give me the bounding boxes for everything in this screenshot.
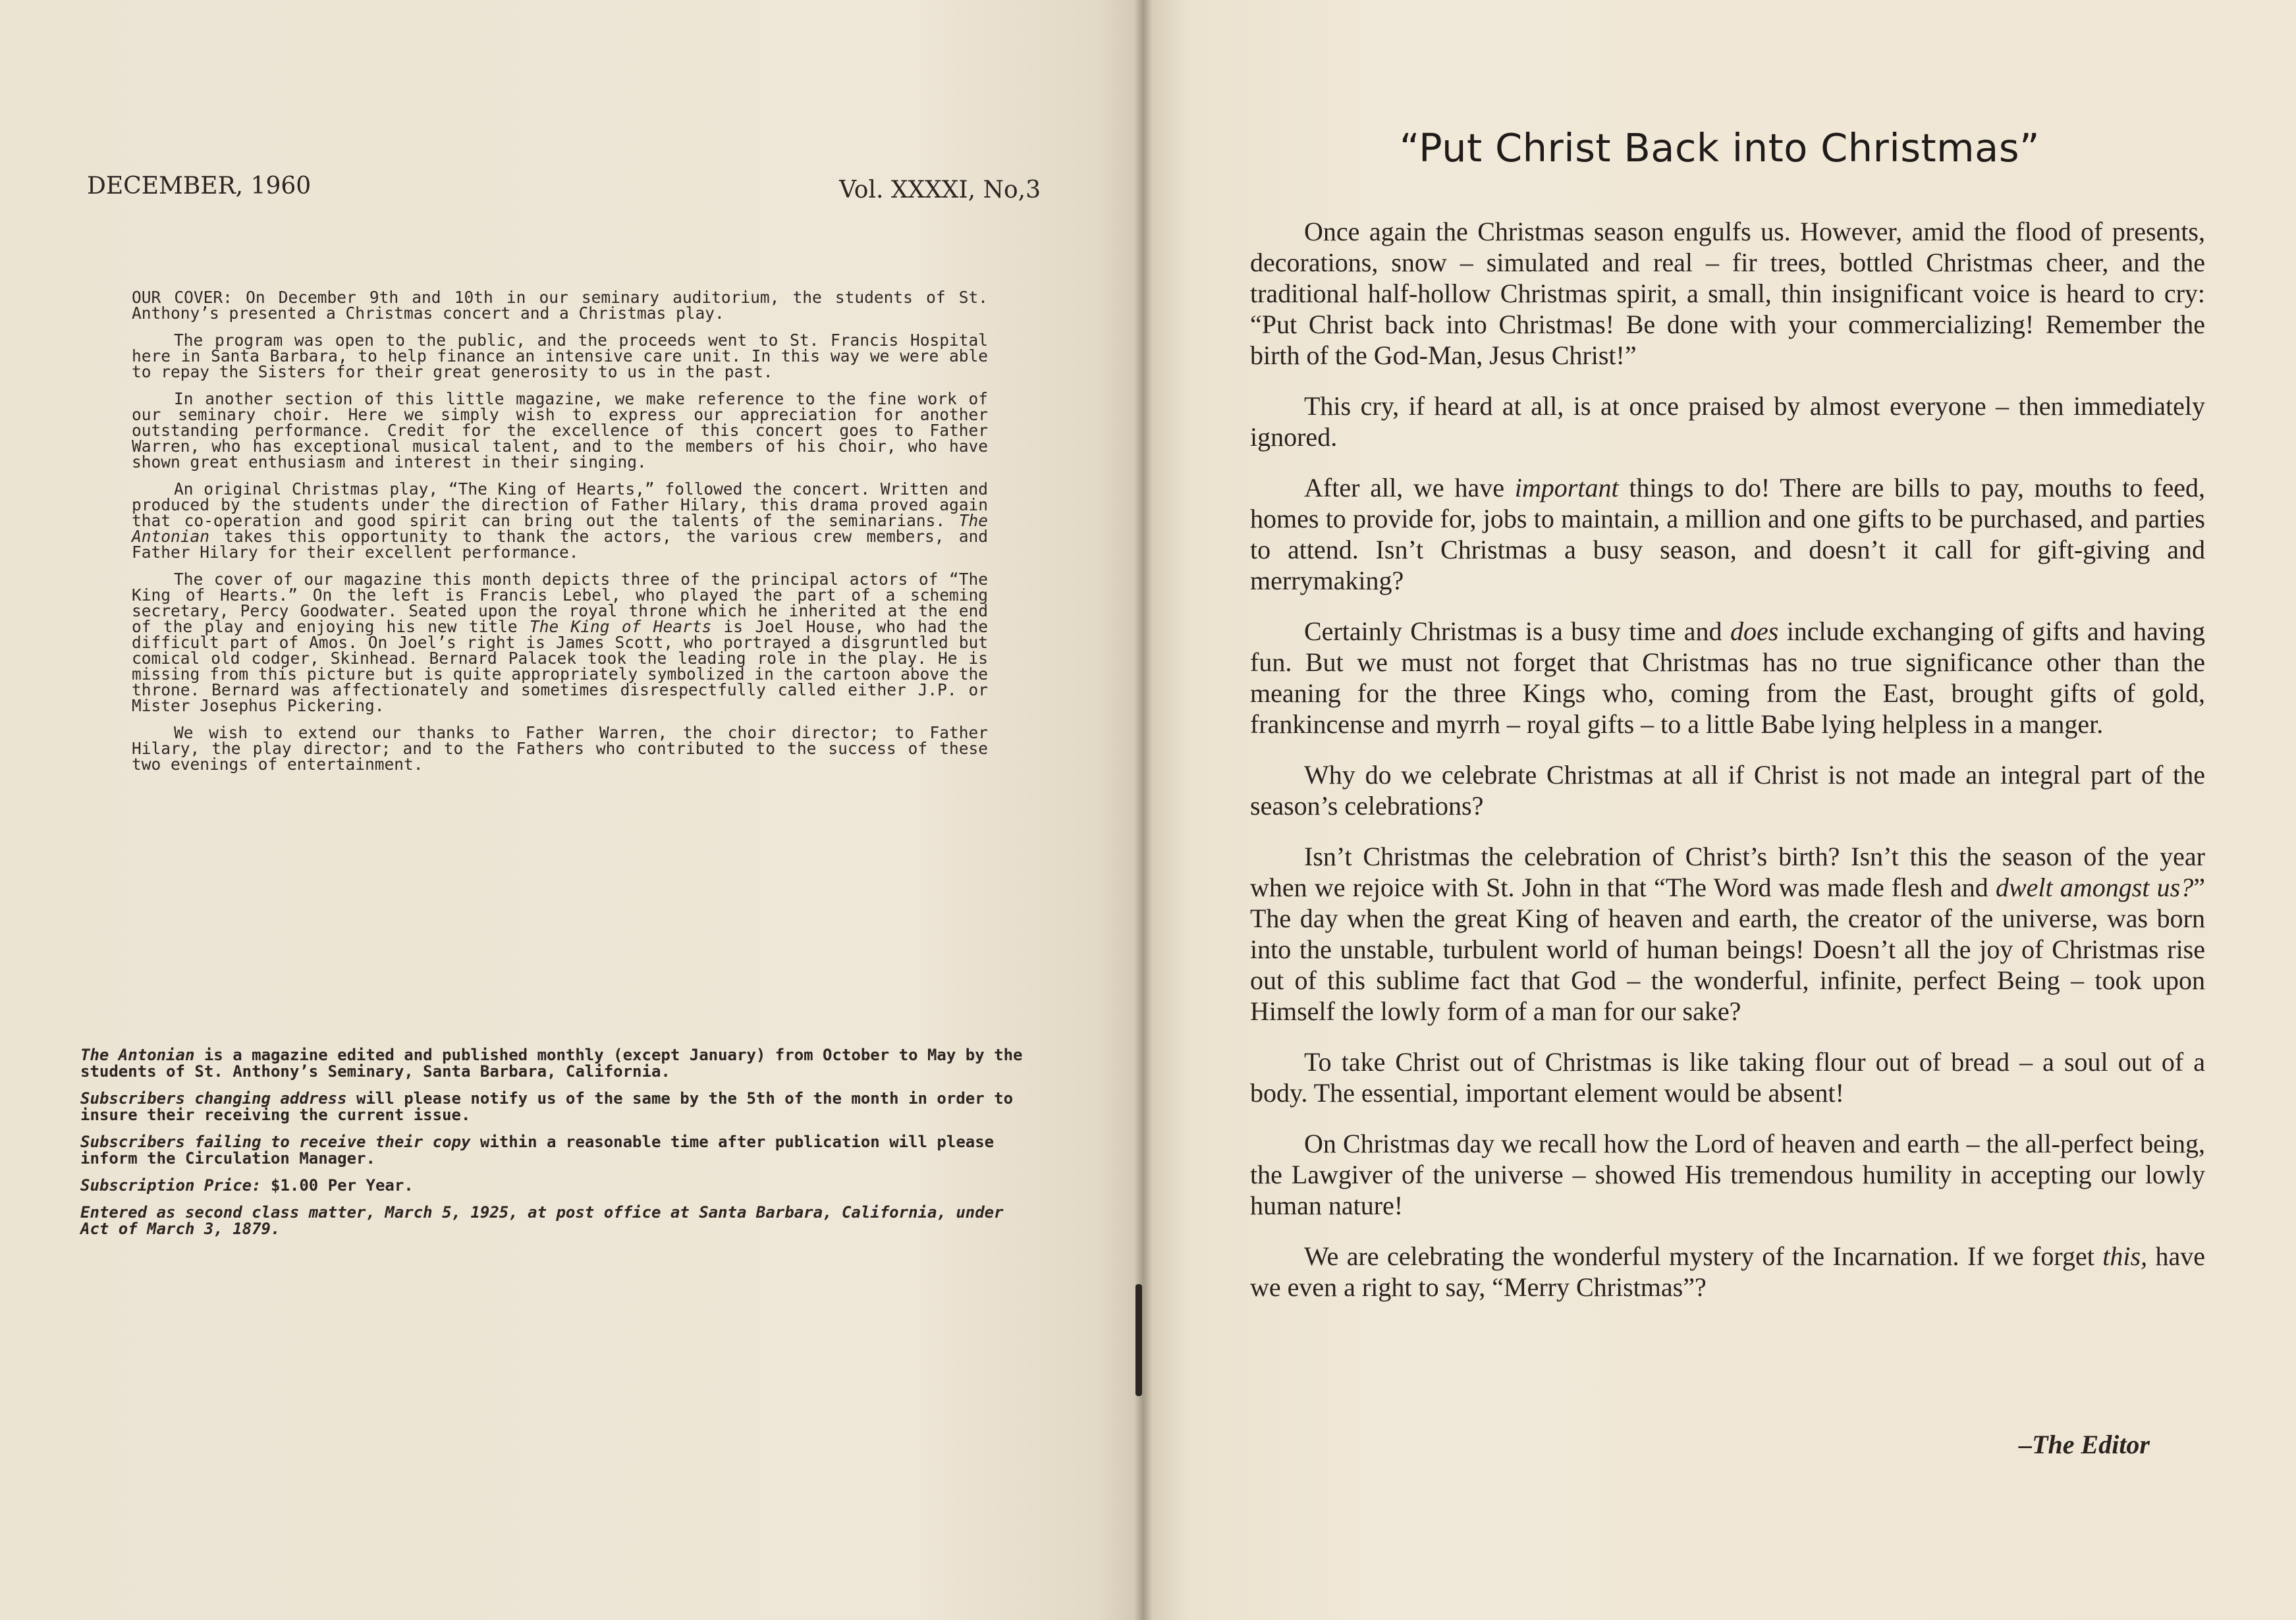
cover-note-paragraph <box>132 481 988 560</box>
text-run: To take Christ out of Christmas is like taking flour out of bread – a soul out of a body. The essential, important element would be absent! <box>1250 1047 2205 1108</box>
editorial-paragraph <box>1250 216 2205 371</box>
editorial-paragraph <box>1250 1128 2205 1221</box>
editorial-paragraph <box>1250 1241 2205 1303</box>
masthead-line <box>80 1134 1035 1167</box>
text-run: After all, we have <box>1304 473 1515 502</box>
volume-number: Vol. XXXXI, No,3 <box>839 176 1041 203</box>
text-run: is a magazine edited and published monthly (except January) from October to May by the students of St. Anthony’s Seminary, Santa Barbara, California. <box>80 1046 1023 1081</box>
text-run: Why do we celebrate Christmas at all if Christ is not made an integral part of the season’s celebrations? <box>1250 760 2205 821</box>
editorial-paragraph <box>1250 759 2205 821</box>
text-run: include exchanging of gifts and having fun. But we must not forget that Christmas has no true significance other than the meaning for the three Kings who, coming from the East, brought gifts of gold, frankincense and myrrh – royal gifts – to a little Babe lying helpless in a manger. <box>1250 616 2206 739</box>
italic-text: The King of Hearts <box>529 617 712 636</box>
text-run: is Joel House, who had the difficult part of Amos. On Joel’s right is James Scott, who portrayed a disgruntled but comical old codger, Skinhead. Bernard Palacek took the leading role in the play. He is missing from this picture but is quite appropriately symbolized in the cartoon above the throne. Bernard was affectionately and sometimes disrespectfully called either J.P. or Mister Josephus Pickering. <box>132 617 988 715</box>
italic-text: does <box>1730 616 1779 646</box>
text-run: ” The day when the great King of heaven and earth, the creator of the universe, was born into the unstable, turbulent world of human beings! Doesn’t all the joy of Christmas rise out of this sublime fact that God – the wonderful, infinite, perfect Being – took upon Himself the lowly form of a man for our sake? <box>1250 873 2205 1026</box>
text-run: We are celebrating the wonderful mystery of the Incarnation. If we forget <box>1304 1241 2103 1271</box>
editor-signature: –The Editor <box>2019 1430 2150 1459</box>
text-run: Once again the Christmas season engulfs us. However, amid the flood of presents, decorations, snow – simulated and real – fir trees, bottled Christmas cheer, and the traditional half-hollow Christmas spirit, a small, thin insignificant voice is heard to cry: “Put Christ back into Christmas! Be done with your commercializing! Remember the birth of the God-Man, Jesus Christ!” <box>1250 217 2205 370</box>
text-run: This cry, if heard at all, is at once praised by almost everyone – then immediately ignored. <box>1250 391 2205 452</box>
italic-text: dwelt amongst us? <box>1995 873 2194 902</box>
publication-masthead <box>80 1047 1035 1248</box>
cover-notes <box>132 290 988 784</box>
text-run: takes this opportunity to thank the actors, the various crew members, and Father Hilary for their excellent performance. <box>132 527 988 562</box>
issue-date: DECEMBER, 1960 <box>87 173 312 200</box>
editorial-paragraph <box>1250 472 2205 596</box>
editorial-paragraph <box>1250 391 2205 452</box>
text-run: will please notify us of the same by the 5th of the month in order to insure their receiving the current issue. <box>80 1089 1014 1124</box>
editorial-paragraph <box>1250 1046 2205 1108</box>
editorial-paragraph <box>1250 616 2205 740</box>
text-run: The cover of our magazine this month depicts three of the principal actors of “The King of Hearts.” On the left is Francis Lebel, who played the part of a scheming secretary, Percy Goodwater. Seated upon the royal throne which he inherited at the end of the play and enjoying his new title <box>132 570 988 636</box>
text-run: have we even a right to say, “Merry Christmas”? <box>1250 1241 2205 1302</box>
masthead-line <box>80 1091 1035 1123</box>
cover-note-paragraph: OUR COVER: On December 9th and 10th in our seminary auditorium, the students of St. Anthony’s presented a Christmas concert and a Christmas play. <box>132 288 988 323</box>
italic-text: this, <box>2102 1241 2148 1271</box>
masthead-line <box>80 1204 1035 1237</box>
cover-note-paragraph: In another section of this little magazine, we make reference to the fine work of our seminary choir. Here we simply wish to express our appreciation for another outstanding performance. Credit for the excellence of this concert goes to Father Warren, who has exceptional musical talent, and to the members of his choir, who have shown great enthusiasm and interest in their singing. <box>132 389 988 472</box>
editorial-title: “Put Christ Back into Christmas” <box>1399 125 2040 171</box>
text-run: $1.00 Per Year. <box>261 1176 414 1195</box>
italic-text: important <box>1514 473 1619 502</box>
italic-text: Subscribers changing address <box>80 1089 347 1108</box>
italic-text: Entered as second class matter, March 5, 1925, at post office at Santa Barbara, California, under Act of March 3, 1879. <box>80 1203 1004 1238</box>
italic-text: Subscription Price: <box>80 1176 261 1195</box>
text-run: things to do! There are bills to pay, mouths to feed, homes to provide for, jobs to maintain, a million and one gifts to be purchased, and parties to attend. Isn’t Christmas a busy season, and doesn’t it call for gift-giving and merrymaking? <box>1250 473 2205 595</box>
text-run: Isn’t Christmas the celebration of Christ’s birth? Isn’t this the season of the year when we rejoice with St. John in that “The Word was made flesh and <box>1250 842 2205 902</box>
cover-note-paragraph: We wish to extend our thanks to Father Warren, the choir director; to Father Hilary, the play director; and to the Fathers who contributed to the success of these two evenings of entertainment. <box>132 723 988 774</box>
italic-text: The Antonian <box>132 511 988 546</box>
italic-text: Subscribers failing to receive their copy <box>80 1133 471 1151</box>
text-run: within a reasonable time after publication will please inform the Circulation Manager. <box>80 1133 995 1168</box>
masthead-line <box>80 1047 1035 1080</box>
text-run: On Christmas day we recall how the Lord of heaven and earth – the all-perfect being, the Lawgiver of the universe – showed His tremendous humility in accepting our lowly human nature! <box>1250 1129 2205 1220</box>
cover-note-paragraph: The program was open to the public, and the proceeds went to St. Francis Hospital here in Santa Barbara, to help finance an intensive care unit. In this way we were able to repay the Sisters for their great generosity to us in the past. <box>132 331 988 381</box>
text-run: An original Christmas play, “The King of Hearts,” followed the concert. Written and produced by the students under the direction of Father Hilary, this drama proved again that co-operation and good spirit can bring out the talents of the seminarians. <box>132 479 988 530</box>
binding-staple <box>1135 1284 1142 1396</box>
cover-note-paragraph <box>132 572 988 714</box>
masthead-line <box>80 1177 1035 1194</box>
left-page <box>0 0 1143 1620</box>
text-run: Certainly Christmas is a busy time and <box>1304 616 1730 646</box>
editorial-body <box>1250 216 2205 1322</box>
italic-text: The Antonian <box>80 1046 195 1064</box>
editorial-paragraph <box>1250 841 2205 1027</box>
